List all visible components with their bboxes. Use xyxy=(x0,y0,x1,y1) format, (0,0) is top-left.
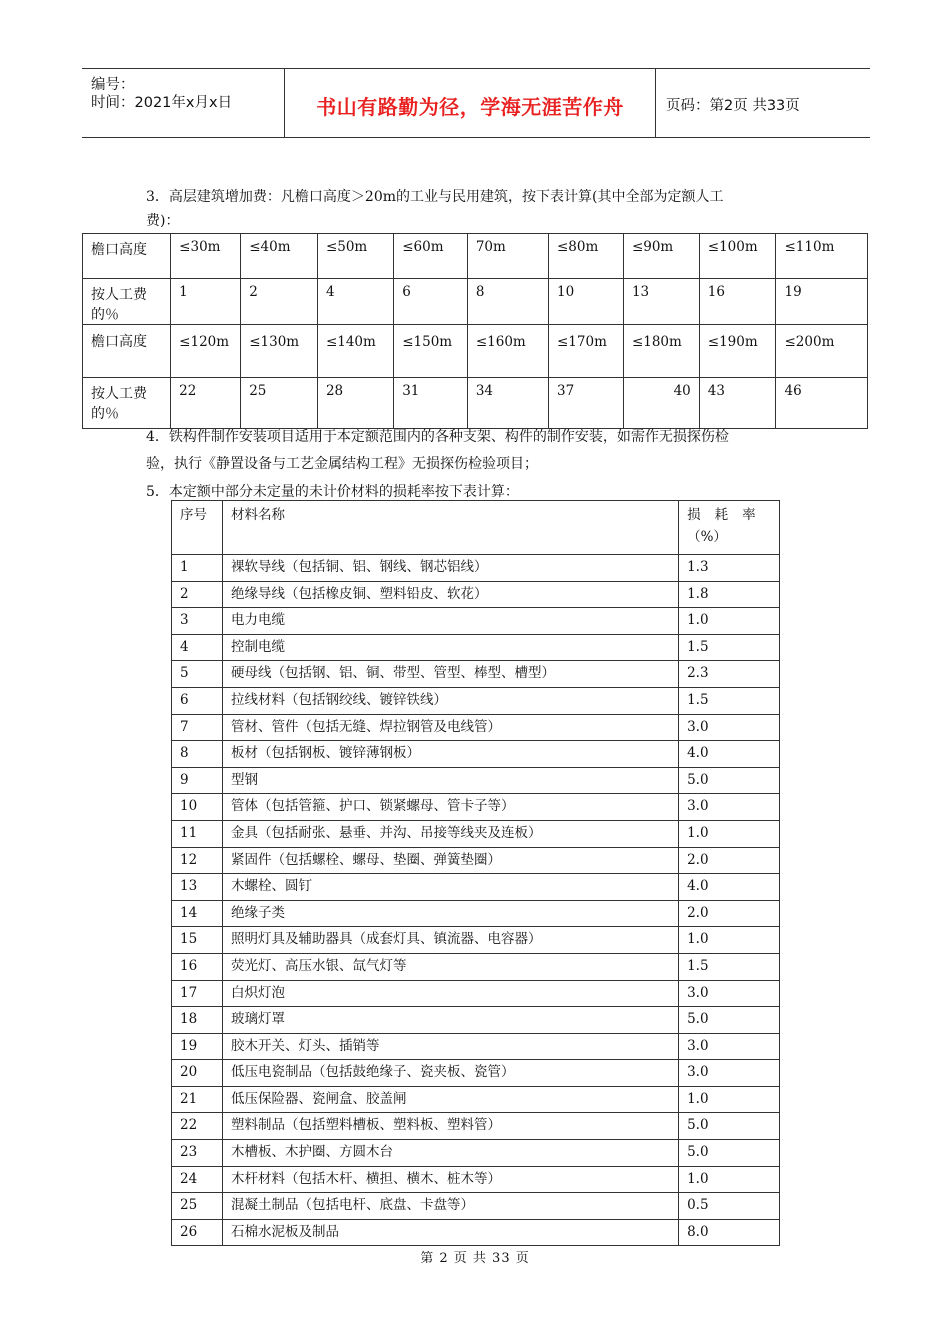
table-cell: 10 xyxy=(549,279,624,325)
table-row xyxy=(172,1033,780,1060)
table-header-row xyxy=(172,501,780,555)
table-row xyxy=(172,1007,780,1034)
header-no: 序号 xyxy=(172,501,223,555)
header-loss-rate xyxy=(679,501,780,555)
material-name-cell: 硬母线（包括钢、铝、铜、带型、管型、棒型、槽型） xyxy=(222,661,678,688)
row-number-cell: 13 xyxy=(172,874,223,901)
material-name-cell: 低压保险器、瓷闸盒、胶盖闸 xyxy=(222,1086,678,1113)
loss-rate-cell: 5.0 xyxy=(679,1007,780,1034)
table-cell: 70m xyxy=(467,234,548,279)
table-cell: 28 xyxy=(317,378,393,429)
loss-rate-cell: 3.0 xyxy=(679,794,780,821)
row-number-cell: 14 xyxy=(172,900,223,927)
table-row xyxy=(83,234,868,279)
table-cell: 13 xyxy=(623,279,699,325)
paragraph-5-line-1: 5．本定额中部分未定量的未计价材料的损耗率按下表计算： xyxy=(146,484,519,500)
paragraph-4-line-1: 4．铁构件制作安装项目适用于本定额范围内的各种支架、构件的制作安装，如需作无损探伤检 xyxy=(146,429,729,445)
row-number-cell: 21 xyxy=(172,1086,223,1113)
row-number-cell: 10 xyxy=(172,794,223,821)
header-loss-rate-label: 损耗率 xyxy=(687,507,770,523)
table-row xyxy=(172,820,780,847)
loss-rate-cell: 1.5 xyxy=(679,953,780,980)
paragraph-3-line-2: 费)： xyxy=(146,213,180,229)
material-loss-rate-table xyxy=(171,500,780,1246)
table-row xyxy=(172,900,780,927)
table-cell: 16 xyxy=(699,279,776,325)
table-cell: 1 xyxy=(171,279,241,325)
row-number-cell: 26 xyxy=(172,1219,223,1246)
table-row xyxy=(172,874,780,901)
material-name-cell: 石棉水泥板及制品 xyxy=(222,1219,678,1246)
material-name-cell: 木螺栓、圆钉 xyxy=(222,874,678,901)
material-name-cell: 木杆材料（包括木杆、横担、横木、桩木等） xyxy=(222,1166,678,1193)
material-name-cell: 混凝土制品（包括电杆、底盘、卡盘等） xyxy=(222,1193,678,1220)
paragraph-3-line-1: 3．高层建筑增加费：凡檐口高度＞20m的工业与民用建筑，按下表计算(其中全部为定额人工 xyxy=(146,189,724,205)
material-name-cell: 荧光灯、高压水银、氙气灯等 xyxy=(222,953,678,980)
material-name-cell: 控制电缆 xyxy=(222,634,678,661)
table-row xyxy=(172,1113,780,1140)
table-cell: ≤200m xyxy=(776,325,868,378)
loss-rate-cell: 5.0 xyxy=(679,767,780,794)
table-row xyxy=(172,741,780,768)
loss-rate-cell: 5.0 xyxy=(679,1140,780,1167)
loss-rate-cell: 1.0 xyxy=(679,1086,780,1113)
table-row xyxy=(172,927,780,954)
table-cell: ≤110m xyxy=(776,234,868,279)
table-cell: ≤170m xyxy=(549,325,624,378)
table-cell: 2 xyxy=(241,279,318,325)
row-number-cell: 12 xyxy=(172,847,223,874)
table-row xyxy=(172,1193,780,1220)
material-name-cell: 胶木开关、灯头、插销等 xyxy=(222,1033,678,1060)
loss-rate-cell: 2.0 xyxy=(679,847,780,874)
material-name-cell: 金具（包括耐张、悬垂、并沟、吊接等线夹及连板） xyxy=(222,820,678,847)
header-page-cell xyxy=(656,69,870,137)
row-label-cell: 按人工费的％ xyxy=(83,378,171,429)
table-row xyxy=(172,1060,780,1087)
table-row xyxy=(172,714,780,741)
table-row xyxy=(172,1219,780,1246)
row-number-cell: 24 xyxy=(172,1166,223,1193)
row-number-cell: 15 xyxy=(172,927,223,954)
header-motto-cell xyxy=(285,69,656,137)
row-number-cell: 9 xyxy=(172,767,223,794)
row-label-cell: 檐口高度 xyxy=(83,234,171,279)
table-cell: ≤80m xyxy=(549,234,624,279)
material-name-cell: 管体（包括管箍、护口、锁紧螺母、管卡子等） xyxy=(222,794,678,821)
table-cell: ≤190m xyxy=(699,325,776,378)
loss-rate-cell: 3.0 xyxy=(679,714,780,741)
table-row xyxy=(172,953,780,980)
table-cell: 43 xyxy=(699,378,776,429)
row-number-cell: 16 xyxy=(172,953,223,980)
table-cell: 34 xyxy=(467,378,548,429)
table-row xyxy=(172,1086,780,1113)
row-number-cell: 2 xyxy=(172,581,223,608)
material-name-cell: 绝缘导线（包括橡皮铜、塑料铅皮、软花） xyxy=(222,581,678,608)
material-name-cell: 低压电瓷制品（包括鼓绝缘子、瓷夹板、瓷管） xyxy=(222,1060,678,1087)
table-cell: ≤150m xyxy=(394,325,468,378)
table-cell: 8 xyxy=(467,279,548,325)
table-row xyxy=(172,555,780,582)
loss-rate-cell: 1.5 xyxy=(679,687,780,714)
loss-rate-cell: 0.5 xyxy=(679,1193,780,1220)
loss-rate-cell: 1.5 xyxy=(679,634,780,661)
paragraph-4-line-2: 验，执行《静置设备与工艺金属结构工程》无损探伤检验项目； xyxy=(146,456,538,472)
material-name-cell: 玻璃灯罩 xyxy=(222,1007,678,1034)
header-material-name: 材料名称 xyxy=(222,501,678,555)
table-row xyxy=(172,661,780,688)
table-row xyxy=(172,634,780,661)
row-number-cell: 1 xyxy=(172,555,223,582)
table-row xyxy=(83,378,868,429)
table-cell: ≤140m xyxy=(317,325,393,378)
loss-rate-cell: 1.0 xyxy=(679,927,780,954)
table-cell: ≤100m xyxy=(699,234,776,279)
loss-rate-cell: 1.3 xyxy=(679,555,780,582)
table-cell: ≤40m xyxy=(241,234,318,279)
table-cell: 46 xyxy=(776,378,868,429)
material-name-cell: 白炽灯泡 xyxy=(222,980,678,1007)
table-cell: ≤180m xyxy=(623,325,699,378)
material-name-cell: 照明灯具及辅助器具（成套灯具、镇流器、电容器） xyxy=(222,927,678,954)
loss-rate-cell: 2.0 xyxy=(679,900,780,927)
row-number-cell: 7 xyxy=(172,714,223,741)
row-number-cell: 11 xyxy=(172,820,223,847)
table-row xyxy=(172,581,780,608)
material-name-cell: 型钢 xyxy=(222,767,678,794)
table-cell: 4 xyxy=(317,279,393,325)
table-cell: ≤90m xyxy=(623,234,699,279)
table-row xyxy=(172,1166,780,1193)
row-number-cell: 5 xyxy=(172,661,223,688)
table-cell: ≤160m xyxy=(467,325,548,378)
doc-time-label: 时间：2021年x月x日 xyxy=(91,95,233,111)
table-row xyxy=(83,279,868,325)
table-cell: ≤30m xyxy=(171,234,241,279)
loss-rate-cell: 8.0 xyxy=(679,1219,780,1246)
material-name-cell: 塑料制品（包括塑料槽板、塑料板、塑料管） xyxy=(222,1113,678,1140)
row-number-cell: 22 xyxy=(172,1113,223,1140)
eave-height-table xyxy=(82,233,868,429)
table-row xyxy=(172,980,780,1007)
material-name-cell: 拉线材料（包括钢绞线、镀锌铁线） xyxy=(222,687,678,714)
material-name-cell: 管材、管件（包括无缝、焊拉钢管及电线管） xyxy=(222,714,678,741)
row-number-cell: 25 xyxy=(172,1193,223,1220)
material-name-cell: 紧固件（包括螺栓、螺母、垫圈、弹簧垫圈） xyxy=(222,847,678,874)
table-row xyxy=(172,687,780,714)
table-row xyxy=(172,608,780,635)
table-row xyxy=(172,767,780,794)
table-cell: 31 xyxy=(394,378,468,429)
loss-rate-cell: 3.0 xyxy=(679,980,780,1007)
table-cell: ≤60m xyxy=(394,234,468,279)
table-cell: 25 xyxy=(241,378,318,429)
table-cell: 37 xyxy=(549,378,624,429)
loss-rate-cell: 4.0 xyxy=(679,874,780,901)
loss-rate-cell: 3.0 xyxy=(679,1033,780,1060)
page-footer: 第 2 页 共 33 页 xyxy=(420,1251,530,1266)
loss-rate-cell: 1.0 xyxy=(679,820,780,847)
row-number-cell: 18 xyxy=(172,1007,223,1034)
material-name-cell: 木槽板、木护圈、方圆木台 xyxy=(222,1140,678,1167)
table-row xyxy=(172,1140,780,1167)
loss-rate-cell: 1.0 xyxy=(679,608,780,635)
table-cell: 6 xyxy=(394,279,468,325)
header-motto: 书山有路勤为径，学海无涯苦作舟 xyxy=(316,95,624,119)
row-number-cell: 6 xyxy=(172,687,223,714)
table-cell: 40 xyxy=(623,378,699,429)
table-row xyxy=(172,794,780,821)
doc-number-label: 编号： xyxy=(91,77,135,93)
loss-rate-cell: 1.0 xyxy=(679,1166,780,1193)
row-label-cell: 檐口高度 xyxy=(83,325,171,378)
loss-rate-cell: 2.3 xyxy=(679,661,780,688)
material-name-cell: 电力电缆 xyxy=(222,608,678,635)
row-label-cell: 按人工费的％ xyxy=(83,279,171,325)
table-row xyxy=(172,847,780,874)
table-cell: 19 xyxy=(776,279,868,325)
header-loss-rate-unit: （%） xyxy=(687,529,727,545)
row-number-cell: 20 xyxy=(172,1060,223,1087)
row-number-cell: 8 xyxy=(172,741,223,768)
row-number-cell: 4 xyxy=(172,634,223,661)
loss-rate-cell: 3.0 xyxy=(679,1060,780,1087)
row-number-cell: 17 xyxy=(172,980,223,1007)
header-meta xyxy=(82,69,285,137)
table-cell: ≤50m xyxy=(317,234,393,279)
header-page-info: 页码：第2页 共33页 xyxy=(666,98,800,114)
loss-rate-cell: 4.0 xyxy=(679,741,780,768)
table-row xyxy=(83,325,868,378)
table-cell: 22 xyxy=(171,378,241,429)
row-number-cell: 23 xyxy=(172,1140,223,1167)
loss-rate-cell: 1.8 xyxy=(679,581,780,608)
table-cell: ≤120m xyxy=(171,325,241,378)
row-number-cell: 3 xyxy=(172,608,223,635)
row-number-cell: 19 xyxy=(172,1033,223,1060)
material-name-cell: 裸软导线（包括铜、铝、钢线、钢芯铝线） xyxy=(222,555,678,582)
material-name-cell: 板材（包括钢板、镀锌薄钢板） xyxy=(222,741,678,768)
loss-rate-cell: 5.0 xyxy=(679,1113,780,1140)
material-name-cell: 绝缘子类 xyxy=(222,900,678,927)
table-cell: ≤130m xyxy=(241,325,318,378)
page-header xyxy=(82,68,870,138)
